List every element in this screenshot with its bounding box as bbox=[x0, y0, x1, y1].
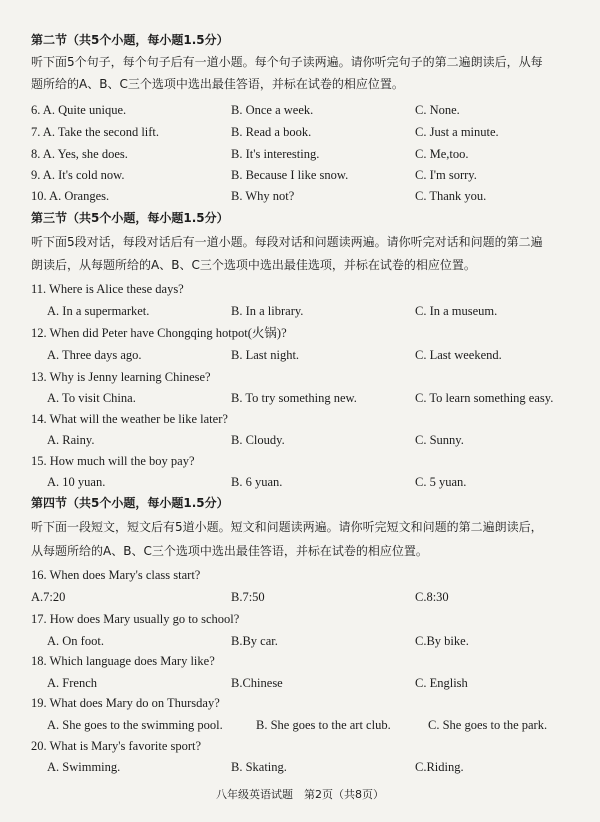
option-a: A. To visit China. bbox=[47, 391, 136, 405]
question-text: 15. How much will the boy pay? bbox=[31, 454, 195, 468]
section-4-instruction-line-1: 听下面一段短文，短文后有5道小题。短文和问题读两遍。请你听完短文和问题的第二遍朗读后， bbox=[31, 520, 543, 534]
section-3-instruction-line-1: 听下面5段对话，每段对话后有一道小题。每段对话和问题读两遍。请你听完对话和问题的第二遍 bbox=[31, 235, 543, 249]
section-2-header: 第二节（共5个小题，每小题1.5分） bbox=[31, 33, 229, 47]
option-c: C. Sunny. bbox=[415, 433, 464, 447]
option-b: B.By car. bbox=[231, 634, 278, 648]
option-c: C. Me,too. bbox=[415, 147, 469, 161]
option-a: A. She goes to the swimming pool. bbox=[47, 718, 223, 732]
option-a: 10. A. Oranges. bbox=[31, 189, 110, 203]
question-text: 14. What will the weather be like later? bbox=[31, 412, 228, 426]
section-4-instruction-line-2: 从每题所给的A、B、C三个选项中选出最佳答语，并标在试卷的相应位置。 bbox=[31, 544, 428, 558]
option-b: B.Chinese bbox=[231, 676, 283, 690]
option-b: B. Cloudy. bbox=[231, 433, 285, 447]
option-b: B. Because I like snow. bbox=[231, 168, 349, 182]
option-c: C.By bike. bbox=[415, 634, 469, 648]
option-a: A. 10 yuan. bbox=[47, 475, 106, 489]
option-c: C. English bbox=[415, 676, 468, 690]
option-a: A. Swimming. bbox=[47, 760, 121, 774]
option-b: B. Read a book. bbox=[231, 125, 312, 139]
question-text: 19. What does Mary do on Thursday? bbox=[31, 696, 220, 710]
option-b: B. She goes to the art club. bbox=[256, 718, 391, 732]
section-3-header: 第三节（共5个小题，每小题1.5分） bbox=[31, 211, 229, 225]
option-a: A. In a supermarket. bbox=[47, 304, 150, 318]
option-c: C. In a museum. bbox=[415, 304, 498, 318]
option-a: 7. A. Take the second lift. bbox=[31, 125, 160, 139]
option-a: A. Three days ago. bbox=[47, 348, 142, 362]
option-c: C.Riding. bbox=[415, 760, 464, 774]
question-text: 17. How does Mary usually go to school? bbox=[31, 612, 240, 626]
option-c: C. Thank you. bbox=[415, 189, 487, 203]
section-2-instruction-line-2: 题所给的A、B、C三个选项中选出最佳答语，并标在试卷的相应位置。 bbox=[31, 77, 404, 91]
question-text: 16. When does Mary's class start? bbox=[31, 568, 201, 582]
question-text: 12. When did Peter have Chongqing hotpot(火锅)? bbox=[31, 326, 287, 340]
section-3-instruction-line-2: 朗读后，从每题所给的A、B、C三个选项中选出最佳选项，并标在试卷的相应位置。 bbox=[31, 258, 476, 272]
option-b: B.7:50 bbox=[231, 590, 265, 604]
option-a: 6. A. Quite unique. bbox=[31, 103, 127, 117]
option-a: A. On foot. bbox=[47, 634, 104, 648]
option-c: C. To learn something easy. bbox=[415, 391, 554, 405]
question-text: 11. Where is Alice these days? bbox=[31, 282, 184, 296]
option-a: 8. A. Yes, she does. bbox=[31, 147, 128, 161]
option-c: C. 5 yuan. bbox=[415, 475, 467, 489]
option-a: A. French bbox=[47, 676, 97, 690]
option-b: B. 6 yuan. bbox=[231, 475, 283, 489]
option-a: 9. A. It's cold now. bbox=[31, 168, 125, 182]
option-c: C. Last weekend. bbox=[415, 348, 502, 362]
option-b: B. Skating. bbox=[231, 760, 287, 774]
option-b: B. Last night. bbox=[231, 348, 300, 362]
section-2-instruction-line-1: 听下面5个句子，每个句子后有一道小题。每个句子读两遍。请你听完句子的第二遍朗读后，从每 bbox=[31, 55, 543, 69]
option-c: C. I'm sorry. bbox=[415, 168, 477, 182]
option-c: C.8:30 bbox=[415, 590, 449, 604]
option-b: B. Once a week. bbox=[231, 103, 314, 117]
question-text: 18. Which language does Mary like? bbox=[31, 654, 215, 668]
question-text: 13. Why is Jenny learning Chinese? bbox=[31, 370, 211, 384]
option-a: A.7:20 bbox=[31, 590, 66, 604]
option-c: C. She goes to the park. bbox=[428, 718, 548, 732]
question-text: 20. What is Mary's favorite sport? bbox=[31, 739, 202, 753]
section-4-header: 第四节（共5个小题，每小题1.5分） bbox=[31, 496, 229, 510]
option-a: A. Rainy. bbox=[47, 433, 95, 447]
option-c: C. None. bbox=[415, 103, 460, 117]
option-b: B. To try something new. bbox=[231, 391, 357, 405]
page-footer: 八年级英语试题 第2页（共8页） bbox=[216, 788, 384, 801]
option-c: C. Just a minute. bbox=[415, 125, 499, 139]
option-b: B. It's interesting. bbox=[231, 147, 320, 161]
option-b: B. In a library. bbox=[231, 304, 304, 318]
option-b: B. Why not? bbox=[231, 189, 295, 203]
